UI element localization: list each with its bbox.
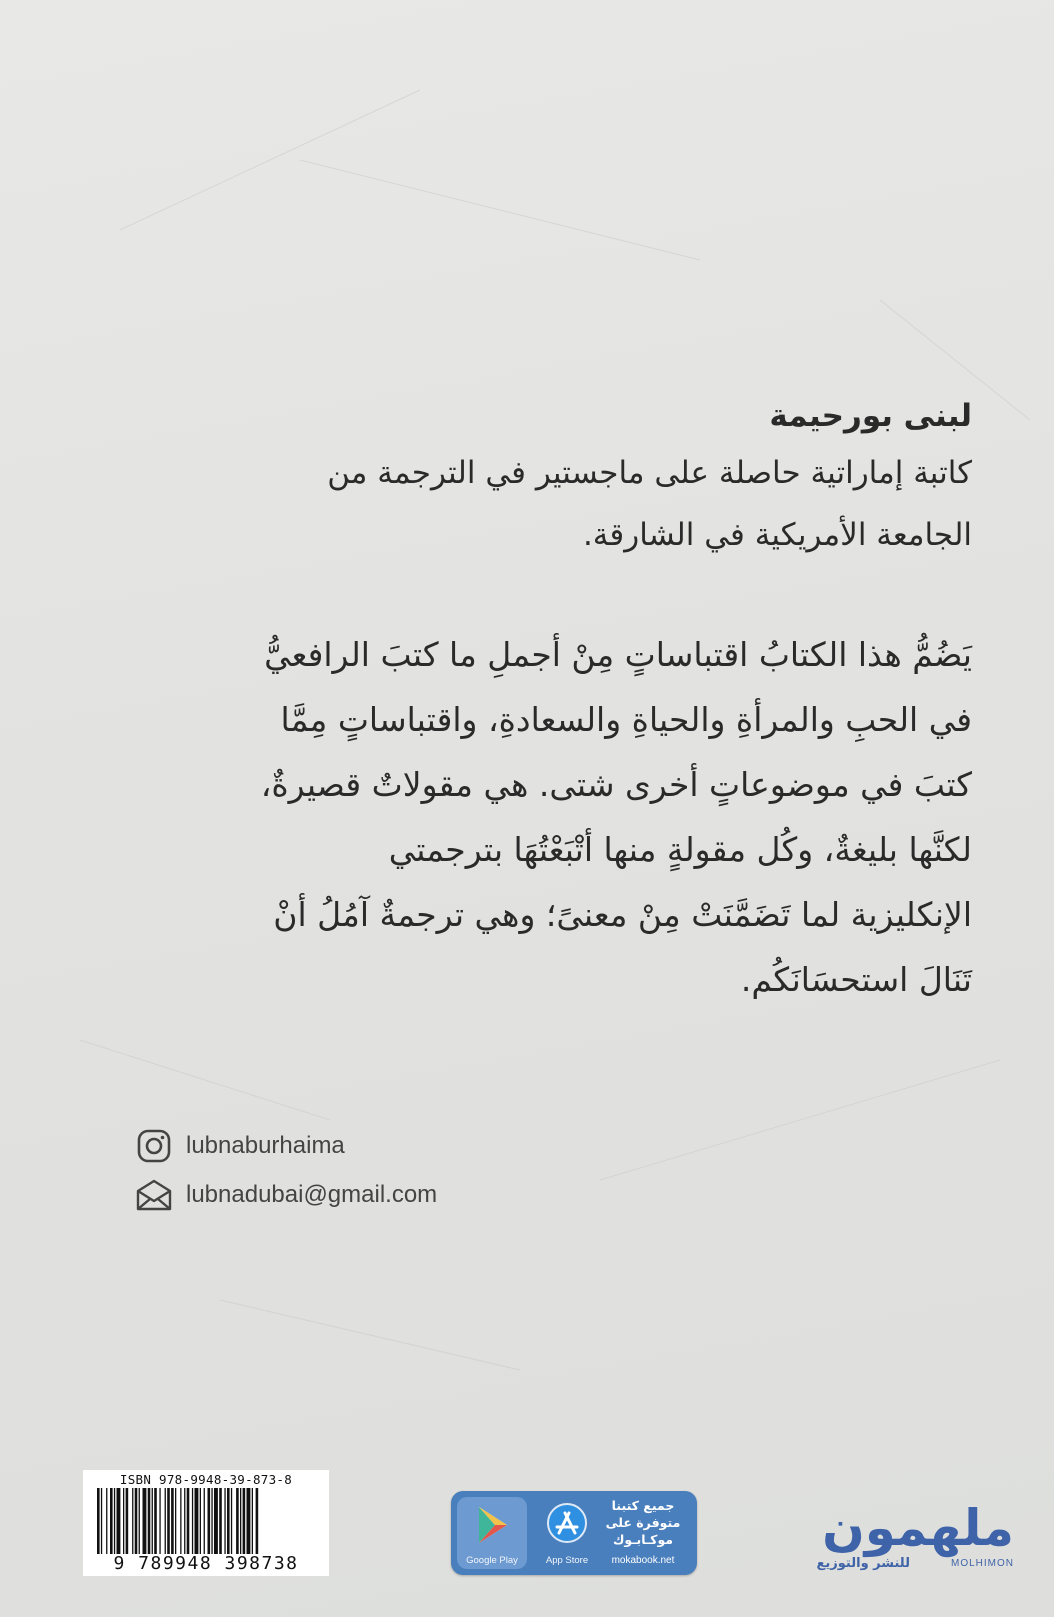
blurb-line: كتبَ في موضوعاتٍ أخرى شتى. هي مقولاتٌ قصيرةٌ، (260, 765, 972, 804)
barcode-bar (110, 1488, 113, 1554)
barcode-bar (175, 1488, 176, 1554)
barcode-bar (184, 1488, 185, 1554)
instagram-contact[interactable] (134, 1126, 345, 1166)
barcode-bar (231, 1488, 232, 1554)
app-store-icon (535, 1497, 599, 1553)
barcode-bar (165, 1488, 166, 1554)
store-arabic-line: موكـابـوك (612, 1532, 674, 1547)
author-bio (112, 442, 972, 566)
barcode-bar (219, 1488, 222, 1554)
publisher-name: ملهمون (822, 1499, 1014, 1557)
barcode-bar (135, 1488, 138, 1554)
publisher-logo (770, 1500, 1020, 1580)
blurb-line: يَضُمُّ هذا الكتابُ اقتباساتٍ مِنْ أجملِ ما كتبَ الرافعيُّ (264, 635, 972, 674)
google-play-button[interactable] (457, 1497, 527, 1569)
barcode-bar (123, 1488, 124, 1554)
barcode-bar (159, 1488, 160, 1554)
author-bio-line: الجامعة الأمريكية في الشارقة. (582, 517, 972, 553)
barcode-bar (252, 1488, 253, 1554)
store-url[interactable]: mokabook.net (611, 1555, 675, 1566)
barcode (97, 1488, 317, 1554)
store-arabic-text (597, 1497, 689, 1548)
blurb-line: في الحبِ والمرأةِ والحياةِ والسعادةِ، واقتباساتٍ مِمَّا (280, 700, 972, 739)
barcode-bar (256, 1488, 259, 1554)
blurb-line: تَنَالَ استحسَانَكُم. (740, 960, 972, 999)
barcode-bar (214, 1488, 218, 1554)
barcode-bar (101, 1488, 102, 1554)
barcode-bar (208, 1488, 211, 1554)
barcode-bar (114, 1488, 115, 1554)
store-arabic-line: جميع كتبنا (611, 1498, 675, 1513)
barcode-bar (97, 1488, 100, 1554)
author-bio-line: كاتبة إماراتية حاصلة على ماجستير في الترجمة من (327, 455, 972, 491)
barcode-bar (224, 1488, 225, 1554)
publisher-tagline-ar: للنشر والتوزيع (816, 1556, 910, 1571)
barcode-bar (167, 1488, 170, 1554)
barcode-bar (154, 1488, 157, 1554)
envelope-icon (134, 1175, 174, 1215)
isbn-digits: 9 789948 398738 (113, 1553, 299, 1574)
barcode-bar (204, 1488, 205, 1554)
app-store-button[interactable] (535, 1497, 599, 1569)
barcode-bar (187, 1488, 190, 1554)
blurb-line: لكنَّها بليغةٌ، وكُل مقولةٍ منها أتْبَعْتُهَا بترجمتي (388, 830, 972, 869)
book-blurb (112, 622, 972, 1012)
barcode-bar (180, 1488, 181, 1554)
barcode-bar (247, 1488, 251, 1554)
barcode-bar (152, 1488, 153, 1554)
barcode-bar (200, 1488, 201, 1554)
isbn-label: ISBN 978-9948-39-873-8 (119, 1472, 293, 1487)
barcode-bar (195, 1488, 199, 1554)
barcode-bar (192, 1488, 193, 1554)
barcode-bar (240, 1488, 241, 1554)
barcode-bar (243, 1488, 246, 1554)
barcode-bar (132, 1488, 133, 1554)
instagram-handle[interactable]: lubnaburhaima (186, 1132, 345, 1159)
google-play-icon (457, 1497, 527, 1553)
barcode-bar (126, 1488, 129, 1554)
barcode-bar (148, 1488, 151, 1554)
barcode-bar (143, 1488, 147, 1554)
email-contact[interactable] (134, 1175, 437, 1215)
mokabook-store-badge[interactable] (451, 1491, 697, 1575)
store-arabic-line: متوفرة على (605, 1515, 681, 1530)
barcode-bar (139, 1488, 140, 1554)
google-play-label: Google Play (466, 1555, 518, 1566)
barcode-bar (117, 1488, 121, 1554)
publisher-tagline-en: MOLHIMON (951, 1558, 1014, 1569)
app-store-label: App Store (545, 1555, 589, 1566)
blurb-line: الإنكليزية لما تَضَمَّنَتْ مِنْ معنىً؛ وهي ترجمةٌ آمُلُ أنْ (273, 895, 972, 934)
isbn-barcode-box (83, 1470, 329, 1576)
barcode-bar (236, 1488, 239, 1554)
barcode-bar (106, 1488, 107, 1554)
barcode-bar (211, 1488, 212, 1554)
barcode-bar (171, 1488, 174, 1554)
instagram-icon (134, 1126, 174, 1166)
barcode-bar (227, 1488, 230, 1554)
email-address[interactable]: lubnadubai@gmail.com (186, 1181, 438, 1208)
author-name: لبنى بورحيمة (769, 398, 972, 434)
